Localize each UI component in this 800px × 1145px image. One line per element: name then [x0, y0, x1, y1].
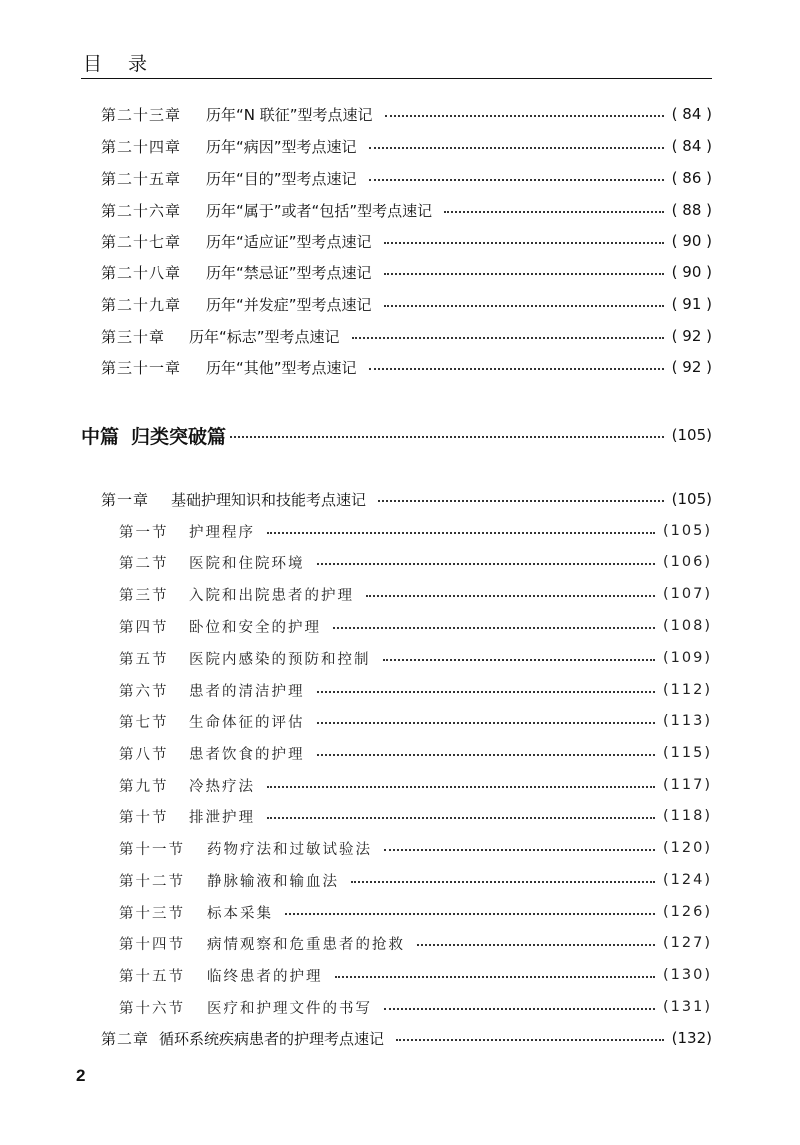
section-number: 第九节 [119, 778, 169, 795]
page-number: 2 [76, 1066, 86, 1085]
section-number: 第十五节 [119, 968, 185, 985]
toc-entry-section-15[interactable] [119, 963, 712, 987]
dot-leader [384, 849, 655, 851]
chapter-title: 历年“目的”型考点速记 [206, 169, 357, 188]
toc-entry-chapter-23[interactable] [101, 102, 712, 126]
toc-entry-section-4[interactable] [119, 614, 712, 638]
chapter-title: 历年“病因”型考点速记 [206, 137, 357, 156]
page-ref: ( 86 ) [671, 169, 712, 187]
chapter-title: 历年“禁忌证”型考点速记 [206, 263, 372, 282]
toc-entry-chapter-31[interactable] [101, 355, 712, 379]
toc-entry-part[interactable] [81, 420, 712, 450]
section-title: 医院内感染的预防和控制 [189, 651, 371, 668]
page-header [81, 52, 712, 79]
chapter-number: 第二十五章 [101, 169, 182, 188]
page-ref: ( 92 ) [671, 358, 712, 376]
toc-entry-section-3[interactable] [119, 582, 712, 606]
dot-leader [230, 436, 664, 438]
toc-entry-section-16[interactable] [119, 995, 712, 1019]
page-ref: (131) [663, 999, 712, 1015]
section-number: 第十二节 [119, 873, 185, 890]
dot-leader [317, 722, 656, 724]
chapter-number: 第二章 [101, 1029, 150, 1048]
page-ref: (106) [663, 554, 712, 570]
page-ref: (127) [663, 935, 712, 951]
page-ref: (115) [663, 745, 712, 761]
dot-leader [384, 1008, 655, 1010]
dot-leader [317, 754, 656, 756]
page-ref: ( 90 ) [671, 263, 712, 281]
section-title: 患者饮食的护理 [189, 746, 305, 763]
dot-leader [267, 786, 655, 788]
dot-leader [383, 659, 656, 661]
toc-entry-chapter-27[interactable] [101, 229, 712, 253]
toc-entry-section-6[interactable] [119, 678, 712, 702]
chapter-number: 第三十一章 [101, 358, 182, 377]
page-ref: (132) [671, 1029, 712, 1047]
toc-entry-chapter-25[interactable] [101, 166, 712, 190]
toc-entry-chapter-30[interactable] [101, 324, 712, 348]
dot-leader [285, 913, 655, 915]
page-ref: ( 84 ) [671, 137, 712, 155]
page-ref: (126) [663, 904, 712, 920]
dot-leader [352, 337, 664, 339]
dot-leader [384, 273, 664, 275]
toc-entry-section-8[interactable] [119, 741, 712, 765]
section-number: 第十三节 [119, 905, 185, 922]
dot-leader [369, 147, 664, 149]
toc-entry-chapter-29[interactable] [101, 292, 712, 316]
section-number: 第五节 [119, 651, 169, 668]
chapter-title: 基础护理知识和技能考点速记 [171, 490, 367, 509]
chapter-title: 历年“适应证”型考点速记 [206, 232, 372, 251]
toc-entry-chapter-1[interactable] [101, 487, 712, 511]
page-ref: ( 91 ) [671, 295, 712, 313]
header-title: 目 录 [83, 53, 158, 75]
page-ref: (105) [663, 523, 712, 539]
dot-leader [384, 305, 664, 307]
section-number: 第八节 [119, 746, 169, 763]
toc-entry-section-11[interactable] [119, 836, 712, 860]
toc-entry-section-9[interactable] [119, 773, 712, 797]
page-ref: (108) [663, 618, 712, 634]
toc-entry-section-1[interactable] [119, 519, 712, 543]
page-ref: ( 92 ) [671, 327, 712, 345]
part-number: 中篇 [81, 425, 120, 448]
chapter-number: 第三十章 [101, 327, 166, 346]
page-ref: (113) [663, 713, 712, 729]
toc-entry-section-13[interactable] [119, 900, 712, 924]
toc-entry-section-2[interactable] [119, 550, 712, 574]
page-ref: (130) [663, 967, 712, 983]
toc-entry-chapter-2[interactable] [101, 1026, 712, 1050]
chapter-title: 历年“标志”型考点速记 [189, 327, 340, 346]
chapter-title: 历年“并发症”型考点速记 [206, 295, 372, 314]
toc-entry-chapter-28[interactable] [101, 260, 712, 284]
chapter-title: 历年“属于”或者“包括”型考点速记 [206, 201, 433, 220]
section-title: 卧位和安全的护理 [189, 619, 321, 636]
dot-leader [369, 179, 664, 181]
dot-leader [267, 532, 655, 534]
toc-entry-section-14[interactable] [119, 931, 712, 955]
page-ref: ( 84 ) [671, 105, 712, 123]
page-ref: (105) [671, 426, 712, 444]
toc-entry-section-10[interactable] [119, 804, 712, 828]
section-number: 第十六节 [119, 1000, 185, 1017]
section-title: 医疗和护理文件的书写 [207, 1000, 372, 1017]
dot-leader [385, 115, 664, 117]
chapter-title: 历年“N 联征”型考点速记 [206, 105, 373, 124]
dot-leader [417, 944, 655, 946]
toc-entry-section-7[interactable] [119, 709, 712, 733]
chapter-number: 第二十六章 [101, 201, 182, 220]
part-title: 归类突破篇 [131, 425, 227, 448]
page-ref: (105) [671, 490, 712, 508]
dot-leader [267, 817, 655, 819]
page-ref: (107) [663, 586, 712, 602]
dot-leader [333, 627, 655, 629]
chapter-number: 第二十八章 [101, 263, 182, 282]
page-ref: (109) [663, 650, 712, 666]
page-ref: (124) [663, 872, 712, 888]
section-title: 患者的清洁护理 [189, 683, 305, 700]
section-title: 入院和出院患者的护理 [189, 587, 354, 604]
dot-leader [317, 691, 656, 693]
section-number: 第四节 [119, 619, 169, 636]
section-number: 第十一节 [119, 841, 185, 858]
chapter-title: 循环系统疾病患者的护理考点速记 [159, 1029, 385, 1048]
page-ref: (120) [663, 840, 712, 856]
section-title: 药物疗法和过敏试验法 [207, 841, 372, 858]
section-title: 临终患者的护理 [207, 968, 323, 985]
dot-leader [366, 595, 655, 597]
section-number: 第十节 [119, 809, 169, 826]
dot-leader [369, 368, 664, 370]
chapter-number: 第二十七章 [101, 232, 182, 251]
section-title: 护理程序 [189, 524, 255, 541]
section-title: 冷热疗法 [189, 778, 255, 795]
toc-entry-section-5[interactable] [119, 646, 712, 670]
chapter-number: 第二十三章 [101, 105, 182, 124]
section-title: 静脉输液和输血法 [207, 873, 339, 890]
section-number: 第十四节 [119, 936, 185, 953]
page-ref: ( 90 ) [671, 232, 712, 250]
section-number: 第三节 [119, 587, 169, 604]
chapter-number: 第二十九章 [101, 295, 182, 314]
page-ref: (112) [663, 682, 712, 698]
dot-leader [444, 211, 664, 213]
dot-leader [335, 976, 656, 978]
toc-entry-section-12[interactable] [119, 868, 712, 892]
section-number: 第六节 [119, 683, 169, 700]
toc-entry-chapter-26[interactable] [101, 198, 712, 222]
dot-leader [384, 242, 664, 244]
dot-leader [317, 563, 656, 565]
section-number: 第一节 [119, 524, 169, 541]
toc-entry-chapter-24[interactable] [101, 134, 712, 158]
dot-leader [351, 881, 655, 883]
section-title: 排泄护理 [189, 809, 255, 826]
chapter-number: 第一章 [101, 490, 150, 509]
dot-leader [378, 500, 664, 502]
chapter-title: 历年“其他”型考点速记 [206, 358, 357, 377]
chapter-number: 第二十四章 [101, 137, 182, 156]
page-ref: (117) [663, 777, 712, 793]
section-title: 医院和住院环境 [189, 555, 305, 572]
section-number: 第二节 [119, 555, 169, 572]
page-ref: (118) [663, 808, 712, 824]
section-number: 第七节 [119, 714, 169, 731]
section-title: 标本采集 [207, 905, 273, 922]
section-title: 病情观察和危重患者的抢救 [207, 936, 405, 953]
section-title: 生命体征的评估 [189, 714, 305, 731]
page-ref: ( 88 ) [671, 201, 712, 219]
dot-leader [396, 1039, 664, 1041]
